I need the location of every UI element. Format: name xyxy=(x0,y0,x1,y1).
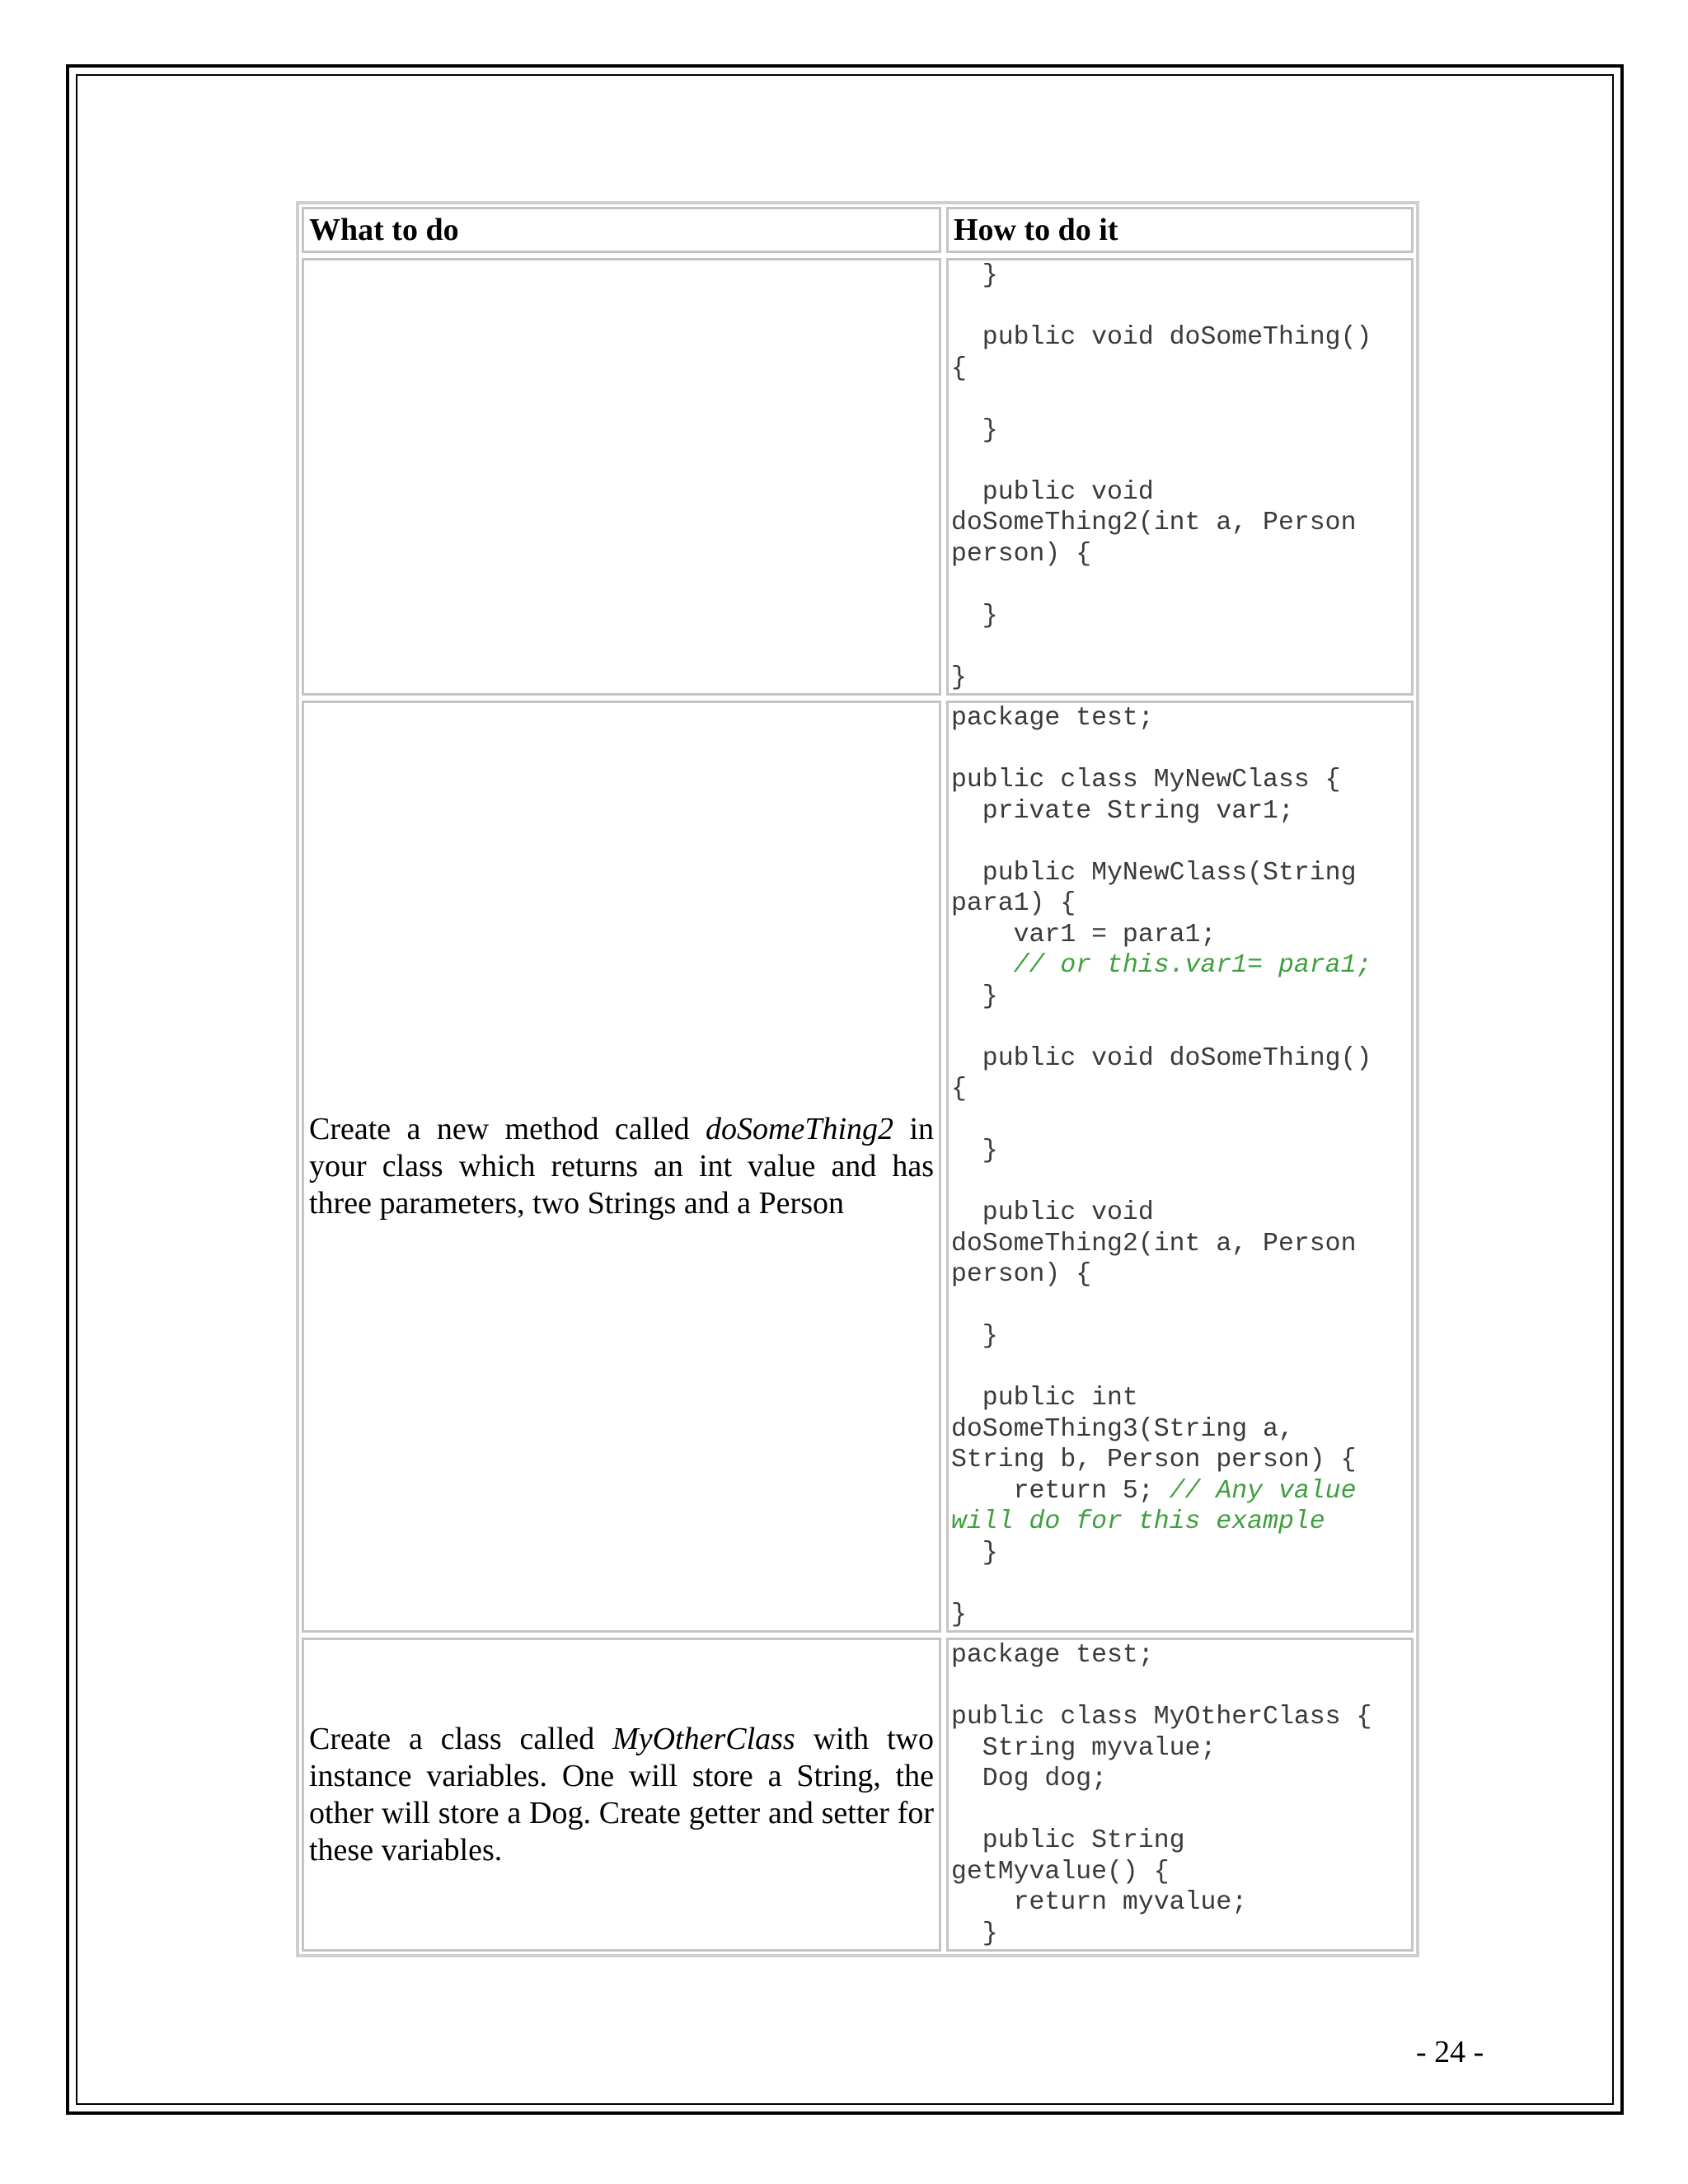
table-row xyxy=(302,701,1414,1633)
what-cell xyxy=(302,1638,941,1952)
what-text: Create a class called MyOtherClass with two instance variables. One will store a String, the other will store a Dog. Create getter and setter for these variables. xyxy=(309,1721,935,1868)
what-cell xyxy=(302,258,941,696)
what-cell xyxy=(302,701,941,1633)
header-how-to-do-it: How to do it xyxy=(946,207,1414,253)
what-text: Create a new method called doSomeThing2 in your class which returns an int value and has three parameters, two Strings and a Person xyxy=(309,1112,935,1221)
table-row xyxy=(302,1638,1414,1952)
page-number: - 24 - xyxy=(1416,2035,1484,2069)
how-cell xyxy=(946,258,1414,696)
code-block: } public void doSomeThing() { } public void doSomeThing2(int a, Person person) { } } xyxy=(951,261,1372,692)
table-header-row xyxy=(302,207,1414,253)
instructions-table xyxy=(296,201,1419,1957)
header-what-to-do: What to do xyxy=(302,207,941,253)
how-cell xyxy=(946,701,1414,1633)
how-cell xyxy=(946,1638,1414,1952)
code-block: package test; public class MyOtherClass { String myvalue; Dog dog; public String getMyvalue() { return myvalue; } xyxy=(951,1641,1372,1948)
code-block: package test; public class MyNewClass { private String var1; public MyNewClass(String para1) { var1 = para1; // or this.var1= para1; } public void doSomeThing() { } public void doSomeThing2(int a, Person person) { } public int doSomeThing3(String a, String b, Person person) { return 5; // Any value will do for this example } } xyxy=(951,704,1372,1629)
table-row xyxy=(302,258,1414,696)
